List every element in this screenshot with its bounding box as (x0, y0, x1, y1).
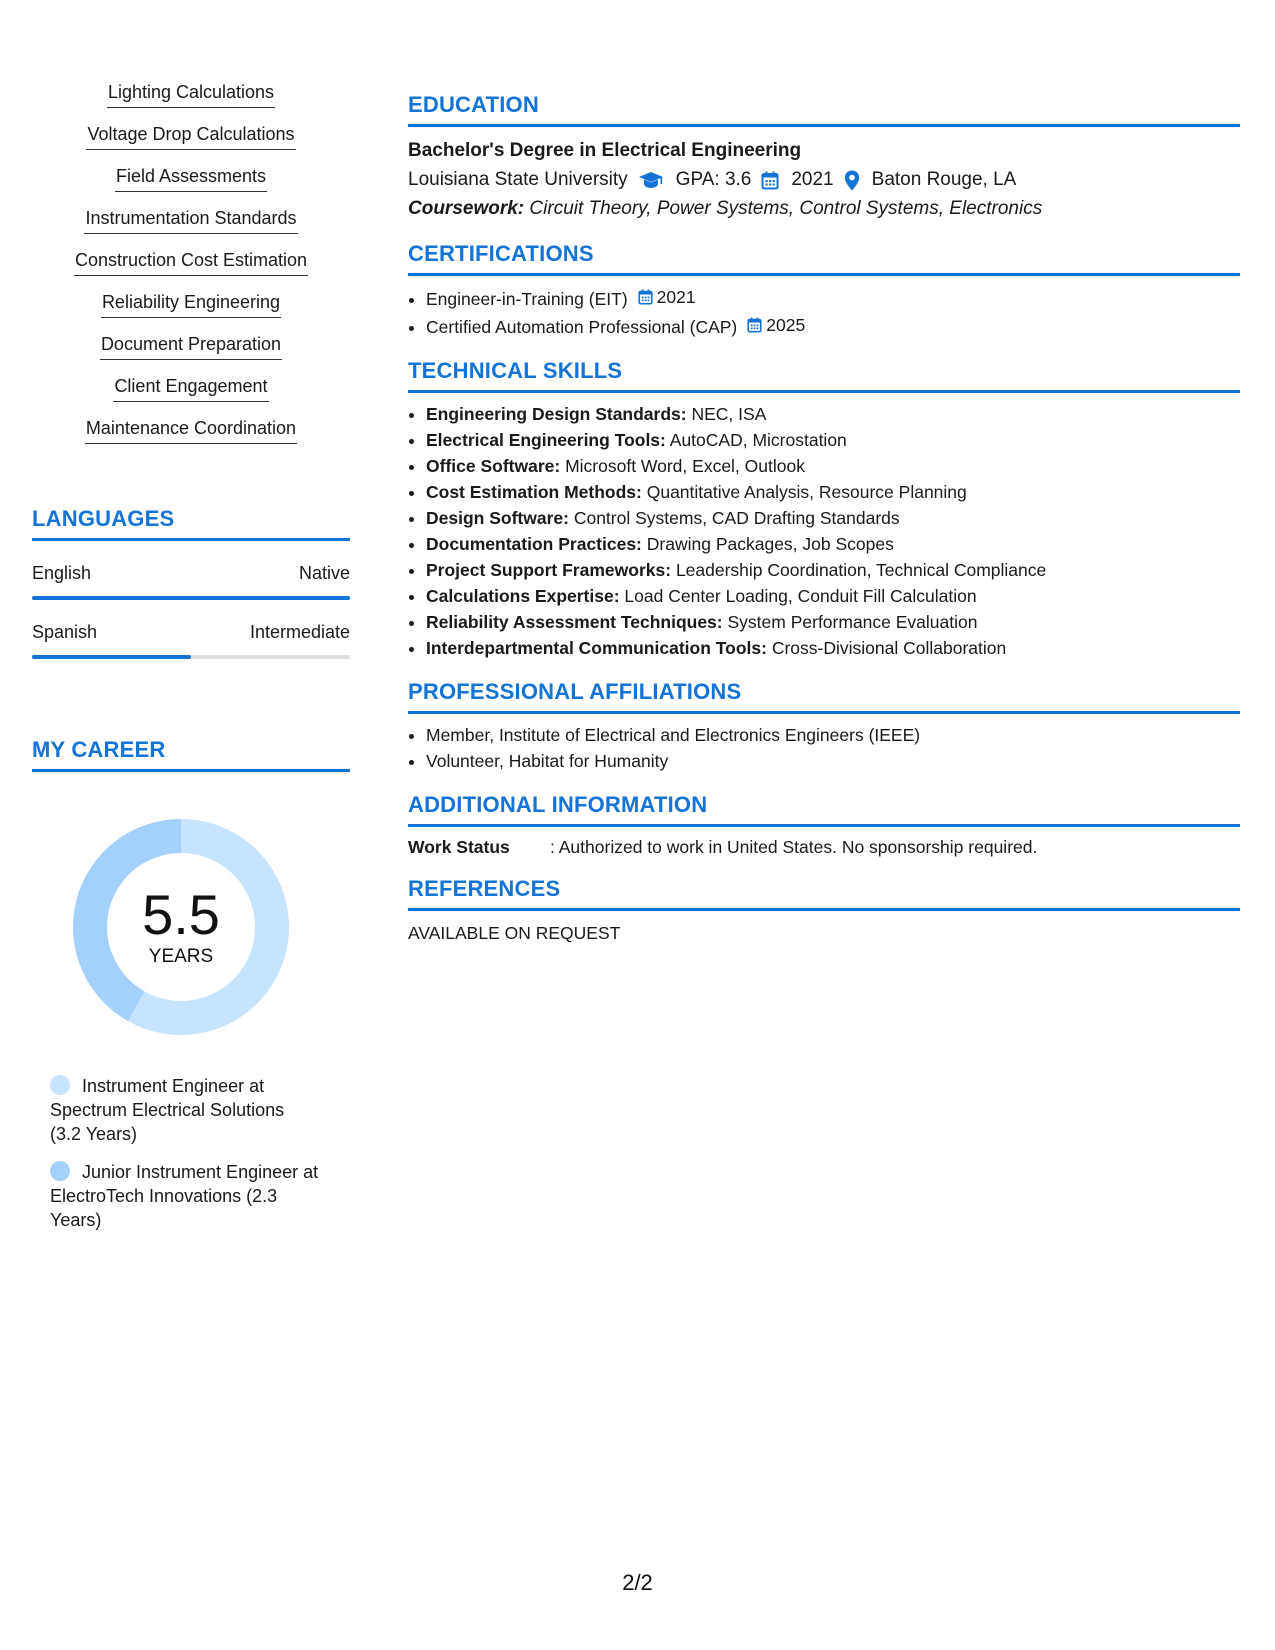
skill-tag: Client Engagement (113, 374, 268, 402)
affiliation-item: • Member, Institute of Electrical and Electronics Engineers (IEEE) (426, 722, 1240, 748)
certification-item (426, 284, 1240, 312)
affiliations-section (408, 679, 1240, 774)
education-degree: Bachelor's Degree in Electrical Engineering (408, 140, 802, 161)
work-status-value: : Authorized to work in United States. No sponsorship required. (550, 837, 1038, 857)
skill-tag: Construction Cost Estimation (74, 248, 308, 276)
technical-skill-label: Engineering Design Standards: (426, 404, 687, 424)
skill-tag: Reliability Engineering (101, 290, 281, 318)
technical-skill-label: Reliability Assessment Techniques: (426, 612, 723, 632)
skill-tag: Field Assessments (115, 164, 267, 192)
language-proficiency-fill (32, 596, 350, 600)
career-heading: MY CAREER (32, 737, 350, 772)
technical-skill-label: Calculations Expertise: (426, 586, 620, 606)
affiliation-item: • Volunteer, Habitat for Humanity (426, 748, 1240, 774)
education-location: Baton Rouge, LA (871, 169, 1017, 190)
certifications-list (408, 284, 1240, 340)
technical-skills-heading: TECHNICAL SKILLS (408, 358, 1240, 393)
career-total-unit: YEARS (148, 946, 214, 967)
technical-skill-item (426, 453, 1240, 479)
technical-skill-value: NEC, ISA (691, 404, 767, 424)
technical-skill-value: AutoCAD, Microstation (669, 430, 847, 450)
education-details (408, 165, 1240, 195)
certification-year: 2021 (656, 287, 696, 307)
technical-skill-label: Design Software: (426, 508, 569, 528)
technical-skill-item (426, 427, 1240, 453)
skills-list (32, 80, 350, 458)
technical-skill-item (426, 479, 1240, 505)
technical-skill-item (426, 531, 1240, 557)
technical-skill-item (426, 401, 1240, 427)
certification-year-group (638, 284, 696, 310)
skill-tag: Instrumentation Standards (84, 206, 297, 234)
language-name: English (32, 563, 92, 583)
language-name: Spanish (32, 622, 98, 642)
career-total-value: 5.5 (142, 883, 220, 946)
career-donut-chart (66, 812, 296, 1042)
languages-list (32, 563, 350, 659)
language-proficiency-fill (32, 655, 191, 659)
technical-skill-value: Load Center Loading, Conduit Fill Calculation (624, 586, 977, 606)
education-heading: EDUCATION (408, 92, 1240, 127)
technical-skill-label: Cost Estimation Methods: (426, 482, 642, 502)
affiliations-heading: PROFESSIONAL AFFILIATIONS (408, 679, 1240, 714)
legend-dot-icon (50, 1161, 70, 1181)
technical-skill-label: Electrical Engineering Tools: (426, 430, 666, 450)
language-level: Intermediate (249, 622, 350, 642)
career-legend (50, 1074, 320, 1232)
language-item (32, 563, 350, 600)
technical-skills-list (408, 401, 1240, 661)
coursework-label: Coursework: (408, 198, 525, 219)
technical-skill-value: Quantitative Analysis, Resource Planning (646, 482, 967, 502)
languages-section (32, 506, 350, 659)
certification-year-group (747, 312, 805, 338)
calendar-icon (747, 317, 766, 333)
career-legend-item (50, 1074, 320, 1146)
work-status-row (408, 837, 1240, 858)
location-pin-icon (844, 170, 860, 191)
additional-info-heading: ADDITIONAL INFORMATION (408, 792, 1240, 827)
career-legend-item (50, 1160, 320, 1232)
technical-skill-item (426, 635, 1240, 661)
right-column (408, 92, 1240, 962)
technical-skill-label: Project Support Frameworks: (426, 560, 672, 580)
education-school: Louisiana State University (408, 169, 628, 190)
technical-skill-label: Office Software: (426, 456, 561, 476)
technical-skill-item (426, 505, 1240, 531)
certifications-section (408, 241, 1240, 340)
skill-tag: Document Preparation (100, 332, 282, 360)
work-status-label: Work Status (408, 837, 510, 857)
skill-tag: Maintenance Coordination (85, 416, 297, 444)
legend-dot-icon (50, 1075, 70, 1095)
references-text: AVAILABLE ON REQUEST (408, 923, 621, 943)
additional-info-section (408, 792, 1240, 858)
references-heading: REFERENCES (408, 876, 1240, 911)
technical-skill-value: Cross-Divisional Collaboration (771, 638, 1007, 658)
references-section (408, 876, 1240, 944)
language-item (32, 622, 350, 659)
education-gpa: GPA: 3.6 (675, 169, 752, 190)
education-coursework (408, 195, 1240, 223)
language-row (32, 622, 350, 643)
technical-skill-value: Microsoft Word, Excel, Outlook (565, 456, 805, 476)
language-row (32, 563, 350, 584)
technical-skill-value: System Performance Evaluation (727, 612, 978, 632)
skill-tag: Voltage Drop Calculations (86, 122, 295, 150)
technical-skill-label: Interdepartmental Communication Tools: (426, 638, 767, 658)
career-section (32, 737, 350, 1232)
skill-tag: Lighting Calculations (107, 80, 275, 108)
career-legend-text: Junior Instrument Engineer at ElectroTech Innovations (2.3 Years) (50, 1162, 319, 1230)
technical-skill-item (426, 609, 1240, 635)
technical-skill-value: Drawing Packages, Job Scopes (646, 534, 894, 554)
coursework-value: Circuit Theory, Power Systems, Control Systems, Electronics (529, 198, 1043, 219)
certification-year: 2025 (766, 315, 806, 335)
career-legend-text: Instrument Engineer at Spectrum Electrical Solutions (3.2 Years) (50, 1076, 285, 1144)
page-number: 2/2 (622, 1570, 653, 1595)
language-proficiency-bar (32, 655, 350, 659)
technical-skills-section (408, 358, 1240, 661)
graduation-cap-icon (638, 171, 664, 189)
languages-heading: LANGUAGES (32, 506, 350, 541)
technical-skill-item (426, 583, 1240, 609)
calendar-icon (761, 171, 779, 190)
education-section (408, 92, 1240, 223)
technical-skill-value: Leadership Coordination, Technical Compliance (675, 560, 1047, 580)
technical-skill-item (426, 557, 1240, 583)
calendar-icon (638, 289, 657, 305)
certification-item (426, 312, 1240, 340)
technical-skill-value: Control Systems, CAD Drafting Standards (573, 508, 900, 528)
technical-skill-label: Documentation Practices: (426, 534, 642, 554)
certifications-heading: CERTIFICATIONS (408, 241, 1240, 276)
education-year: 2021 (791, 169, 834, 190)
certification-name: Certified Automation Professional (CAP) (426, 317, 738, 337)
language-level: Native (298, 563, 350, 583)
certification-name: Engineer-in-Training (EIT) (426, 289, 628, 309)
language-proficiency-bar (32, 596, 350, 600)
left-column (32, 80, 350, 1246)
affiliations-list (408, 722, 1240, 774)
